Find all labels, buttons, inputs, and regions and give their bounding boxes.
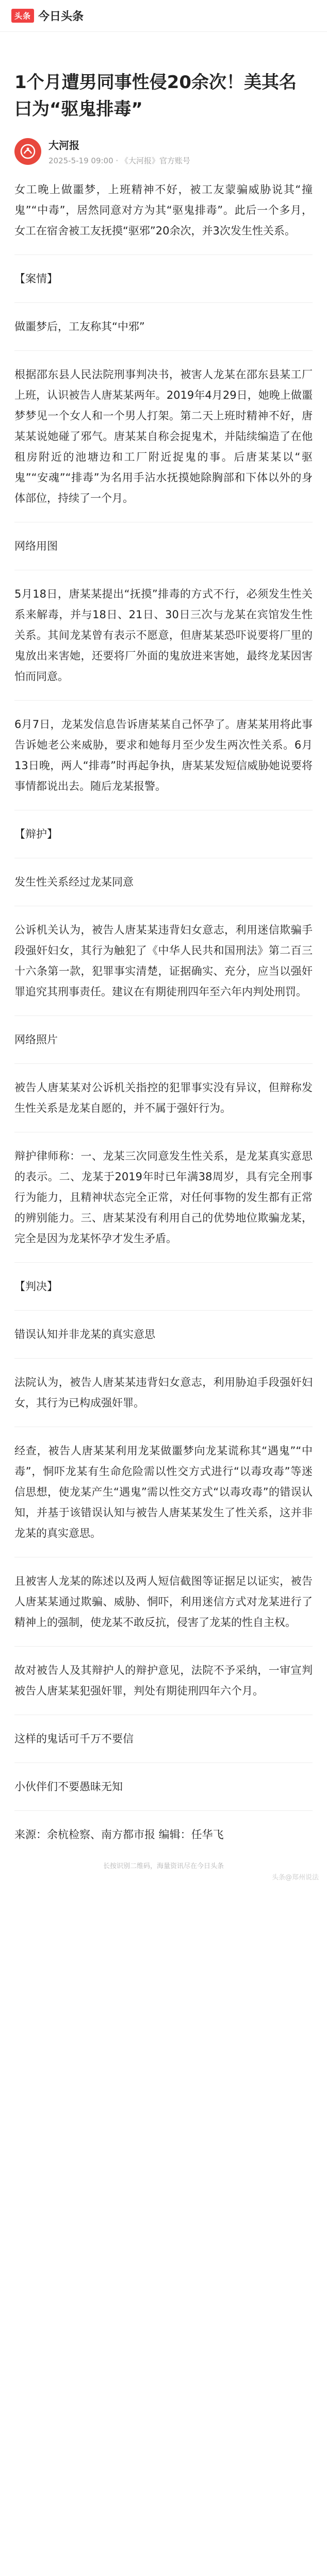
divider [14,1310,313,1311]
paragraph: 6月7日，龙某发信息告诉唐某某自己怀孕了。唐某某用将此事告诉她老公来威胁，要求和她每月至少发生两次性关系。6月13日晚，两人“排毒”时再起争执，唐某某发短信威胁她说要将事情都说出去。随后龙某报警。 [14,718,313,792]
paragraph: 公诉机关认为，被告人唐某某违背妇女意志，利用迷信欺骗手段强奸妇女，其行为触犯了《中华人民共和国刑法》第二百三十六条第一款，犯罪事实清楚，证据确实、充分，应当以强奸罪追究其刑事责任。建议在有期徒刑四年至六年内判处刑罚。 [14,924,313,998]
paragraph: 法院认为，被告人唐某某违背妇女意志，利用胁迫手段强奸妇女，其行为已构成强奸罪。 [14,1376,313,1409]
article [0,69,327,1886]
section-heading: 【辩护】 [14,828,58,840]
paragraph: 这样的鬼话可千万不要信 [14,1733,134,1745]
divider [14,1015,313,1016]
author-row[interactable] [14,137,313,166]
article-title: 1个月遭男同事性侵20余次！美其名曰为“驱鬼排毒” [14,72,297,120]
paragraph: 根据邵东县人民法院刑事判决书，被害人龙某在邵东县某工厂上班，认识被告人唐某某两年。2019年4月29日，她晚上做噩梦梦见一个女人和一个男人打架。第二天上班时精神不好，唐某某说她碰了邪气。唐某某自称会捉鬼术，并陆续编造了在他租房附近的池塘边和工厂附近捉鬼的事。后唐某某以“驱鬼”“安魂”“排毒”为名用手沾水抚摸她除胸部和下体以外的身体部位，持续了一个月。 [14,368,313,504]
watermark: 头条@郑州说法 [271,1874,319,1882]
paragraph: 经查，被告人唐某某利用龙某做噩梦向龙某谎称其“遇鬼”“中毒”，恫吓龙某有生命危险需以性交方式进行“以毒攻毒”等迷信思想，使龙某产生“遇鬼”需以性交方式“以毒攻毒”的错误认知，并基于该错误认知与被告人唐某某发生了性关系，这并非龙某的真实意思。 [14,1445,313,1539]
app-header [0,0,327,32]
publish-meta: 2025-5-19 09:00 · 《大河报》官方账号 [48,156,190,165]
subheading: 做噩梦后，工友称其“中邪” [14,320,145,333]
app-name[interactable]: 今日头条 [38,10,84,23]
divider [14,1810,313,1811]
subheading: 网络照片 [14,1033,58,1046]
section-heading: 【案情】 [14,273,58,285]
newspaper-logo-icon [19,143,37,160]
section-heading: 【判决】 [14,1280,58,1293]
divider [14,1646,313,1647]
divider [14,302,313,303]
paragraph: 故对被告人及其辩护人的辩护意见，法院不予采纳，一审宣判被告人唐某某犯强奸罪，判处有期徒刑四年六个月。 [14,1664,313,1697]
footer-note: 长按识别二维码，海量资讯尽在今日头条 [103,1862,224,1870]
paragraph: 来源：余杭检察、南方都市报 编辑：任华飞 [14,1828,224,1841]
paragraph: 辩护律师称：一、龙某三次同意发生性关系，是龙某真实意思的表示。二、龙某于2019年时已年满38周岁，具有完全刑事行为能力，且精神状态完全正常，对任何事物的发生都有正常的辨别能力。三、唐某某没有利用自己的优势地位欺骗龙某，完全是因为龙某怀孕才发生矛盾。 [14,1150,313,1245]
author-name[interactable]: 大河报 [48,139,79,151]
paragraph: 小伙伴们不要愚昧无知 [14,1781,123,1793]
divider [14,1262,313,1263]
paragraph: 且被害人龙某的陈述以及两人短信截图等证据足以证实，被告人唐某某通过欺骗、威胁、恫吓，利用迷信方式对龙某进行了精神上的强制，使龙某不敢反抗，侵害了龙某的性自主权。 [14,1575,313,1629]
divider [14,350,313,351]
article-lead: 女工晚上做噩梦，上班精神不好，被工友蒙骗威胁说其“撞鬼”“中毒”，居然同意对方为其“驱鬼排毒”。此后一个多月，女工在宿舍被工友抚摸“驱邪”20余次，并3次发生性关系。 [14,183,313,237]
subheading: 网络用图 [14,540,58,552]
divider [14,1358,313,1359]
paragraph: 5月18日，唐某某提出“抚摸”排毒的方式不行，必须发生性关系来解毒，并与18日、21日、30日三次与龙某在宾馆发生性关系。其间龙某曾有表示不愿意，但唐某某恐吓说要将厂里的鬼放出来害她，还要将厂外面的鬼放进来害她，最终龙某因害怕而同意。 [14,588,313,683]
avatar[interactable] [14,138,41,165]
divider [14,1762,313,1763]
divider [14,700,313,701]
paragraph: 被告人唐某某对公诉机关指控的犯罪事实没有异议，但辩称发生性关系是龙某自愿的，并不属于强奸行为。 [14,1081,313,1114]
subheading: 错误认知并非龙某的真实意思 [14,1328,155,1341]
toutiao-logo-badge[interactable]: 头条 [11,9,34,23]
divider [14,1063,313,1064]
subheading: 发生性关系经过龙某同意 [14,876,134,888]
article-body [14,255,313,1845]
